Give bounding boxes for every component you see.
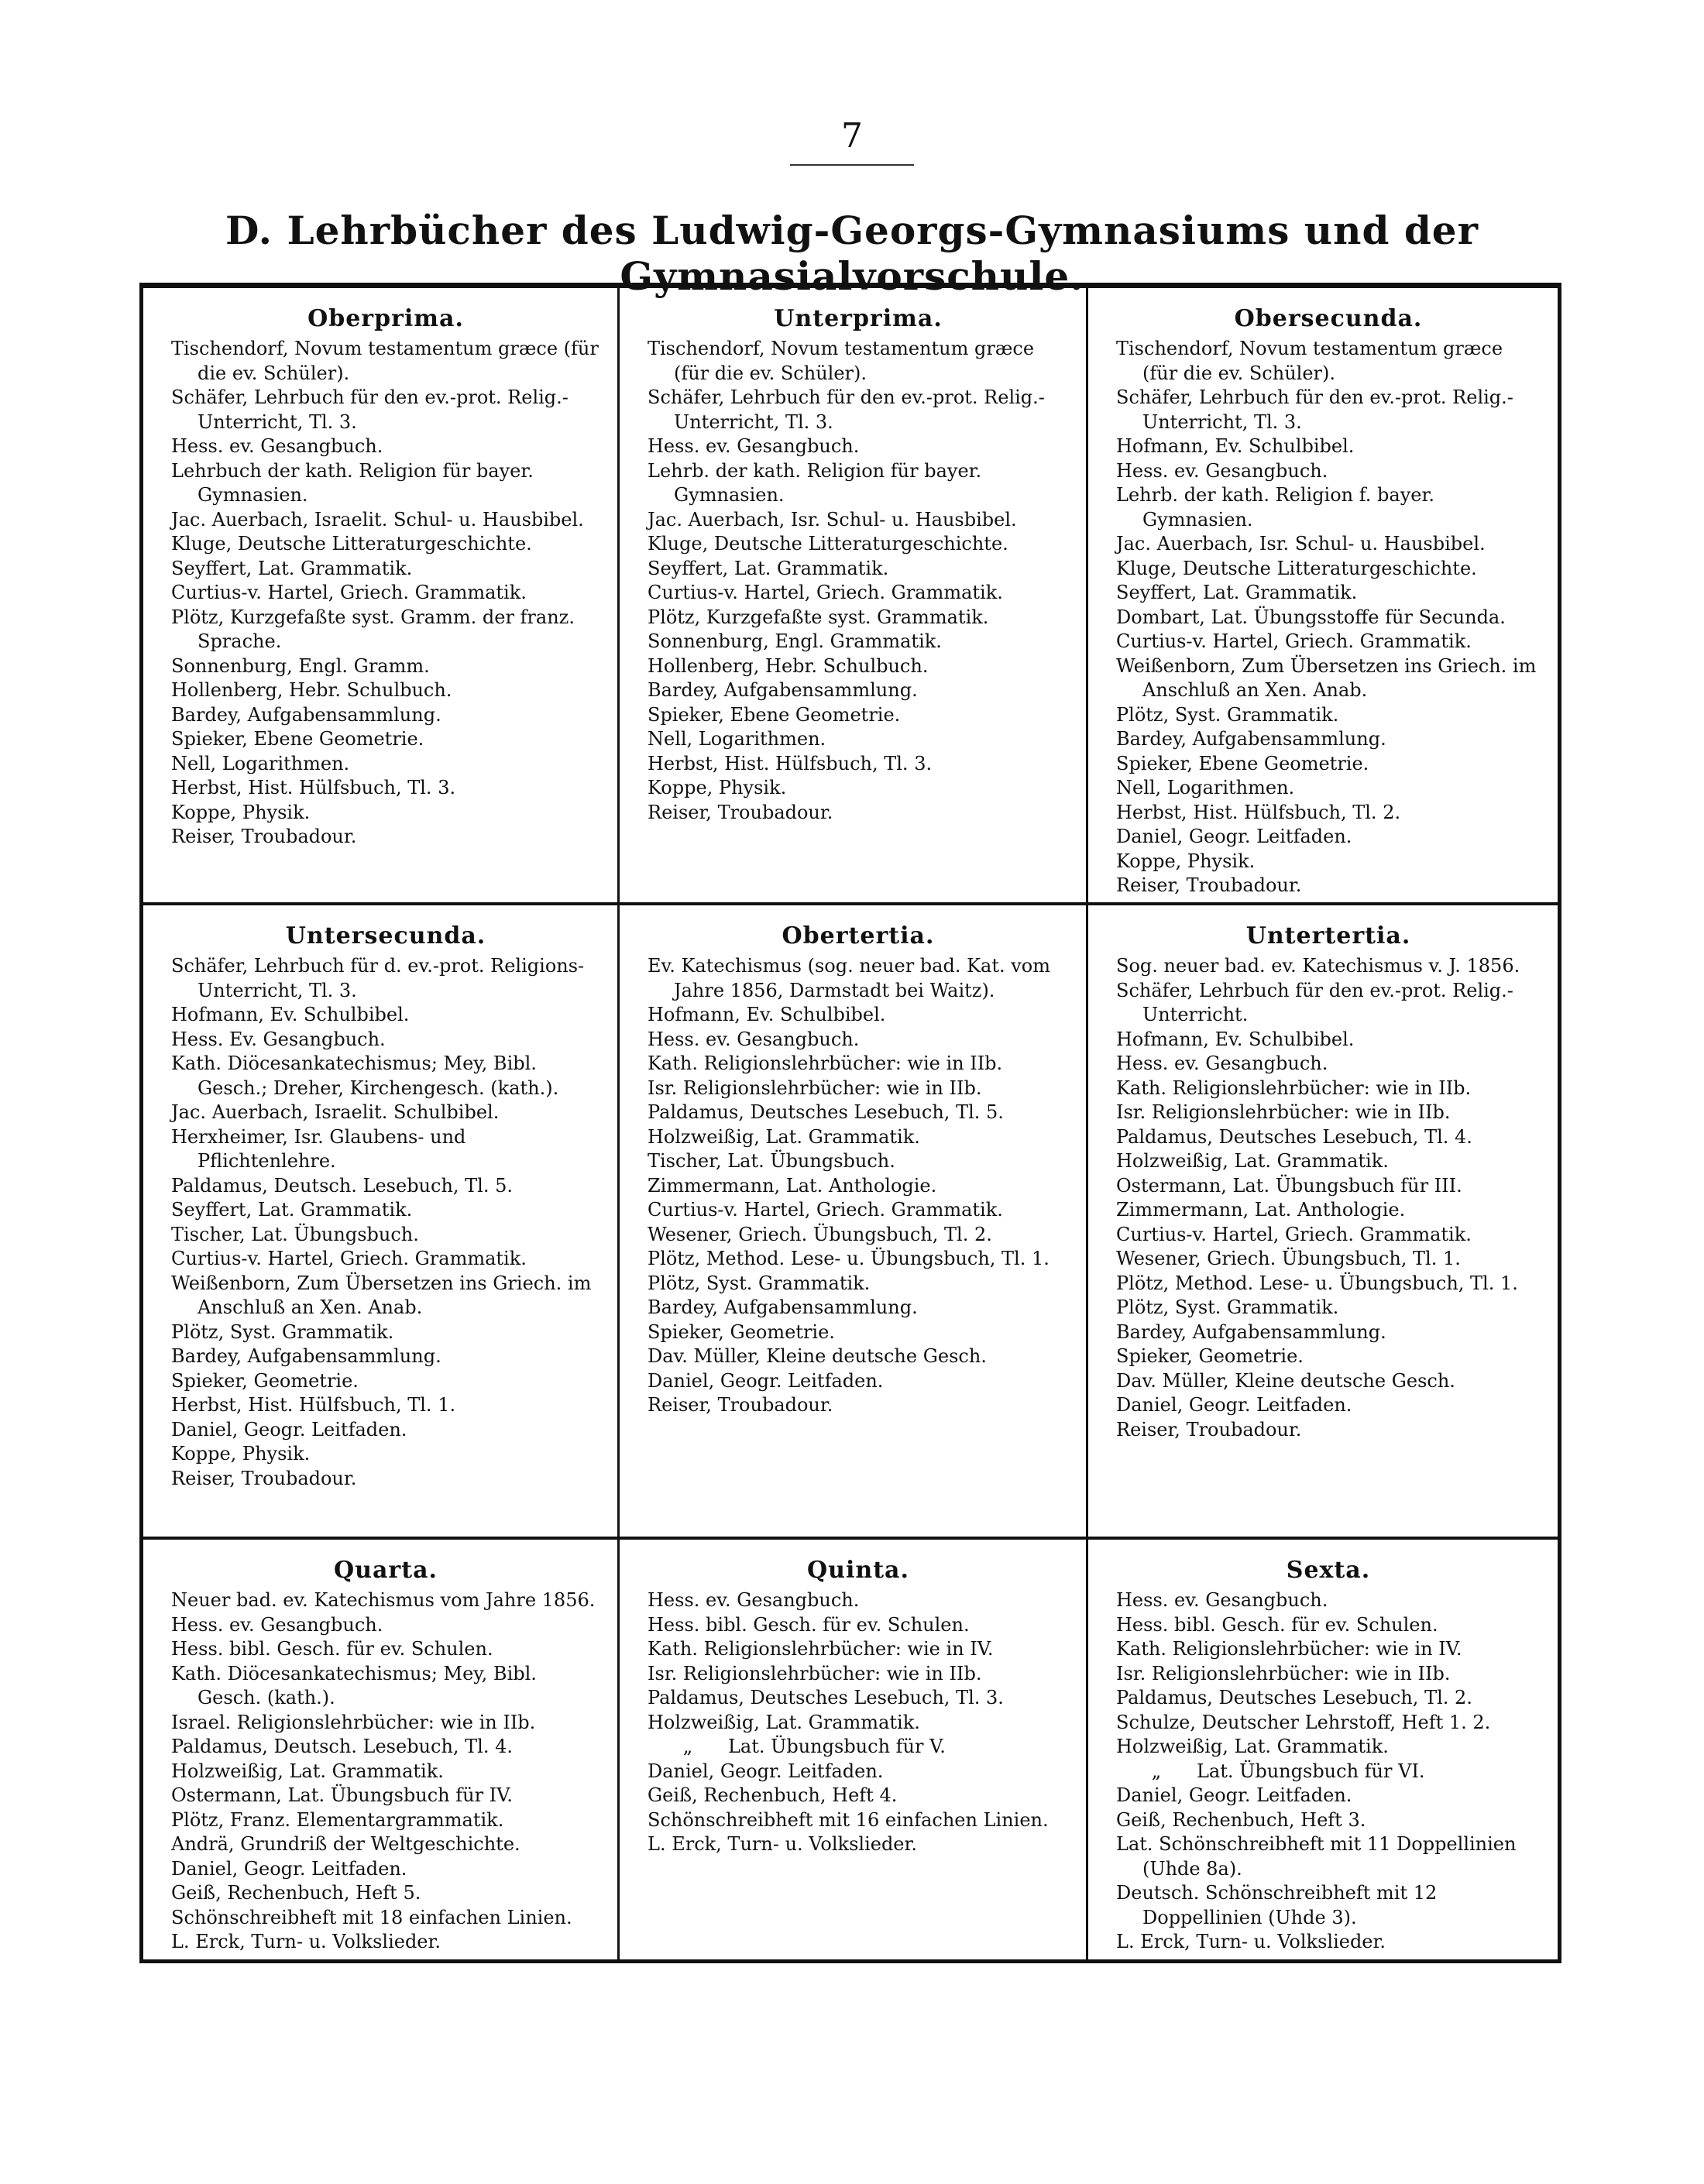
class-cell-untertertia [1088, 905, 1558, 1540]
book-entry: Lehrbuch der kath. Religion für bayer. Gymnasien. [171, 459, 534, 506]
book-entry: Daniel, Geogr. Leitfaden. [1116, 1784, 1352, 1806]
book-entry: Schäfer, Lehrbuch für den ev.-prot. Relig.-Unterricht, Tl. 3. [1116, 386, 1513, 433]
book-entry: Hess. ev. Gesangbuch. [1116, 459, 1328, 482]
book-entry: Spieker, Geometrie. [1116, 1345, 1304, 1367]
book-entry: Curtius-v. Hartel, Griech. Grammatik. [171, 1248, 527, 1269]
book-entry: Tischer, Lat. Übungsbuch. [648, 1150, 895, 1172]
book-entry: Plötz, Syst. Grammatik. [1116, 703, 1339, 726]
class-heading: Sexta. [1286, 1557, 1371, 1584]
book-entry: Kluge, Deutsche Litteraturgeschichte. [1116, 557, 1477, 579]
book-entry: Plötz, Syst. Grammatik. [1116, 1296, 1339, 1318]
book-entry: Dav. Müller, Kleine deutsche Gesch. [648, 1345, 987, 1367]
book-entry: Deutsch. Schönschreibheft mit 12 Doppellinien (Uhde 3). [1116, 1882, 1438, 1928]
book-entry: Neuer bad. ev. Katechismus vom Jahre 1856. [171, 1589, 596, 1611]
book-entry: Curtius-v. Hartel, Griech. Grammatik. [648, 582, 1003, 603]
book-entry: Geiß, Rechenbuch, Heft 3. [1116, 1808, 1366, 1831]
book-entry: Andrä, Grundriß der Weltgeschichte. [171, 1833, 520, 1855]
book-entry: Sog. neuer bad. ev. Katechismus v. J. 1856. [1116, 955, 1520, 977]
class-cell-obersecunda [1088, 288, 1558, 905]
book-list [648, 337, 1069, 825]
book-entry: Seyffert, Lat. Grammatik. [171, 1199, 413, 1221]
book-entry: Reiser, Troubadour. [171, 826, 357, 847]
book-entry: Tischendorf, Novum testamentum græce (für die ev. Schüler). [648, 338, 1035, 384]
book-entry: L. Erck, Turn- u. Volkslieder. [648, 1833, 917, 1855]
book-entry: Hofmann, Ev. Schulbibel. [1116, 435, 1355, 457]
book-entry: Daniel, Geogr. Leitfaden. [1116, 1394, 1352, 1416]
class-cell-quinta [620, 1540, 1088, 1959]
book-entry: Reiser, Troubadour. [648, 801, 833, 823]
book-entry: Herxheimer, Isr. Glaubens- und Pflichtenlehre. [171, 1125, 466, 1172]
page-number-rule [790, 164, 914, 166]
book-entry: Isr. Religionslehrbücher: wie in IIb. [648, 1662, 982, 1684]
book-entry: Jac. Auerbach, Israelit. Schulbibel. [171, 1101, 500, 1123]
book-entry: Weißenborn, Zum Übersetzen ins Griech. im Anschluß an Xen. Anab. [1116, 654, 1537, 701]
book-entry: Reiser, Troubadour. [1116, 874, 1302, 896]
book-entry: Bardey, Aufgabensammlung. [171, 703, 441, 726]
book-entry: Koppe, Physik. [648, 777, 787, 798]
book-entry: Hess. bibl. Gesch. für ev. Schulen. [1116, 1613, 1438, 1636]
book-entry: Paldamus, Deutsch. Lesebuch, Tl. 4. [171, 1736, 514, 1757]
class-heading: Oberprima. [307, 305, 464, 332]
book-entry: Seyffert, Lat. Grammatik. [648, 557, 889, 579]
book-entry: Holzweißig, Lat. Grammatik. [1116, 1150, 1389, 1172]
book-entry: Schulze, Deutscher Lehrstoff, Heft 1. 2. [1116, 1711, 1491, 1733]
book-entry: Ostermann, Lat. Übungsbuch für IV. [171, 1784, 513, 1806]
book-entry: Weißenborn, Zum Übersetzen ins Griech. im Anschluß an Xen. Anab. [171, 1272, 592, 1318]
book-entry: Holzweißig, Lat. Grammatik. [171, 1760, 444, 1782]
book-entry: Hess. ev. Gesangbuch. [648, 435, 860, 457]
book-entry: Herbst, Hist. Hülfsbuch, Tl. 3. [171, 777, 456, 798]
book-entry: Plötz, Syst. Grammatik. [171, 1320, 394, 1343]
book-entry: Bardey, Aufgabensammlung. [171, 1345, 441, 1367]
book-entry: Koppe, Physik. [171, 1443, 311, 1465]
book-list [171, 1588, 600, 1955]
book-entry: Isr. Religionslehrbücher: wie in IIb. [1116, 1662, 1451, 1684]
book-entry: Daniel, Geogr. Leitfaden. [1116, 826, 1352, 847]
book-entry: Paldamus, Deutsches Lesebuch, Tl. 2. [1116, 1687, 1472, 1708]
book-entry: Plötz, Method. Lese- u. Übungsbuch, Tl. 1. [1116, 1272, 1518, 1294]
book-list [1116, 1588, 1541, 1955]
book-entry: Plötz, Syst. Grammatik. [648, 1272, 871, 1294]
book-entry: Herbst, Hist. Hülfsbuch, Tl. 1. [171, 1394, 456, 1416]
book-entry: Kath. Diöcesankatechismus; Mey, Bibl. Gesch. (kath.). [171, 1662, 537, 1708]
book-entry: Reiser, Troubadour. [648, 1394, 833, 1416]
book-entry: Plötz, Kurzgefaßte syst. Gramm. der franz. Sprache. [171, 606, 575, 652]
book-entry: Kath. Religionslehrbücher: wie in IV. [648, 1638, 994, 1660]
book-entry: Herbst, Hist. Hülfsbuch, Tl. 2. [1116, 801, 1401, 823]
book-entry: Spieker, Ebene Geometrie. [648, 703, 901, 726]
page-number: 7 [841, 116, 863, 156]
class-heading: Quinta. [807, 1557, 909, 1584]
book-entry: Isr. Religionslehrbücher: wie in IIb. [648, 1077, 982, 1099]
book-entry: Hess. ev. Gesangbuch. [171, 1613, 383, 1636]
book-entry: Seyffert, Lat. Grammatik. [171, 557, 413, 579]
class-cell-quarta [143, 1540, 620, 1959]
book-entry: Holzweißig, Lat. Grammatik. [648, 1125, 920, 1148]
class-heading: Quarta. [334, 1557, 438, 1584]
book-entry: Spieker, Ebene Geometrie. [1116, 752, 1369, 774]
class-heading: Untersecunda. [285, 922, 486, 949]
book-entry: Bardey, Aufgabensammlung. [648, 679, 918, 701]
book-entry: Isr. Religionslehrbücher: wie in IIb. [1116, 1101, 1451, 1123]
book-entry: Paldamus, Deutsch. Lesebuch, Tl. 5. [171, 1174, 514, 1197]
book-entry: Plötz, Kurzgefaßte syst. Grammatik. [648, 606, 989, 628]
class-heading: Obertertia. [782, 922, 935, 949]
book-entry: Kath. Religionslehrbücher: wie in IIb. [1116, 1077, 1472, 1099]
book-entry: Curtius-v. Hartel, Griech. Grammatik. [1116, 1223, 1472, 1245]
book-entry: Hess. ev. Gesangbuch. [648, 1028, 860, 1050]
book-entry: Schäfer, Lehrbuch für den ev.-prot. Relig.-Unterricht, Tl. 3. [648, 386, 1045, 433]
book-entry: Tischendorf, Novum testamentum græce (für die ev. Schüler). [1116, 338, 1503, 384]
book-entry: Koppe, Physik. [1116, 850, 1256, 872]
book-entry: Daniel, Geogr. Leitfaden. [171, 1418, 407, 1441]
book-entry: Koppe, Physik. [171, 801, 311, 823]
class-cell-obertertia [620, 905, 1088, 1540]
book-entry: Hess. bibl. Gesch. für ev. Schulen. [648, 1613, 970, 1636]
book-entry: Israel. Religionslehrbücher: wie in IIb. [171, 1711, 536, 1733]
book-entry: Zimmermann, Lat. Anthologie. [1116, 1199, 1406, 1221]
book-entry: Schönschreibheft mit 16 einfachen Linien. [648, 1808, 1049, 1831]
class-cell-unterprima [620, 288, 1088, 905]
book-entry: Hess. bibl. Gesch. für ev. Schulen. [171, 1638, 493, 1660]
book-entry: Wesener, Griech. Übungsbuch, Tl. 2. [648, 1223, 992, 1245]
book-entry: Ostermann, Lat. Übungsbuch für III. [1116, 1174, 1462, 1197]
book-entry: Hofmann, Ev. Schulbibel. [1116, 1028, 1355, 1050]
book-list [171, 954, 600, 1491]
book-entry: Hess. ev. Gesangbuch. [648, 1589, 860, 1611]
book-entry: Hess. ev. Gesangbuch. [1116, 1053, 1328, 1074]
book-entry: Schäfer, Lehrbuch für d. ev.-prot. Religions-Unterricht, Tl. 3. [171, 955, 585, 1001]
book-entry: Bardey, Aufgabensammlung. [1116, 728, 1386, 750]
book-entry: Kath. Religionslehrbücher: wie in IIb. [648, 1053, 1003, 1074]
book-entry: Spieker, Ebene Geometrie. [171, 728, 424, 750]
book-entry: Seyffert, Lat. Grammatik. [1116, 582, 1358, 603]
book-entry: Curtius-v. Hartel, Griech. Grammatik. [171, 582, 527, 603]
book-entry: Curtius-v. Hartel, Griech. Grammatik. [648, 1199, 1003, 1221]
book-entry: Hofmann, Ev. Schulbibel. [171, 1004, 410, 1025]
class-heading: Obersecunda. [1234, 305, 1423, 332]
book-entry: Plötz, Franz. Elementargrammatik. [171, 1808, 504, 1831]
book-entry: Paldamus, Deutsches Lesebuch, Tl. 5. [648, 1101, 1004, 1123]
book-entry: Curtius-v. Hartel, Griech. Grammatik. [1116, 630, 1472, 652]
book-entry: Kluge, Deutsche Litteraturgeschichte. [171, 533, 532, 555]
book-list [171, 337, 600, 850]
book-entry: Sonnenburg, Engl. Gramm. [171, 654, 430, 677]
book-entry: Holzweißig, Lat. Grammatik. [648, 1711, 920, 1733]
book-entry: Schäfer, Lehrbuch für den ev.-prot. Relig.-Unterricht, Tl. 3. [171, 386, 569, 433]
book-list [1116, 337, 1541, 898]
book-entry: Geiß, Rechenbuch, Heft 5. [171, 1882, 421, 1904]
book-entry: Daniel, Geogr. Leitfaden. [648, 1369, 884, 1392]
book-entry: Tischendorf, Novum testamentum græce (für die ev. Schüler). [171, 338, 599, 384]
book-entry: Hess. ev. Gesangbuch. [1116, 1589, 1328, 1611]
class-cell-oberprima [143, 288, 620, 905]
book-entry: Holzweißig, Lat. Grammatik. [1116, 1736, 1389, 1757]
book-entry: Nell, Logarithmen. [171, 752, 350, 774]
book-entry: Ev. Katechismus (sog. neuer bad. Kat. vom Jahre 1856, Darmstadt bei Waitz). [648, 955, 1050, 1001]
book-entry: Schönschreibheft mit 18 einfachen Linien. [171, 1906, 572, 1928]
section-title: D. Lehrbücher des Ludwig-Georgs-Gymnasiums und der Gymnasialvorschule. [225, 208, 1479, 299]
book-entry: Hess. Ev. Gesangbuch. [171, 1028, 386, 1050]
book-entry: Dombart, Lat. Übungsstoffe für Secunda. [1116, 606, 1506, 628]
book-entry: Lat. Schönschreibheft mit 11 Doppellinien (Uhde 8a). [1116, 1833, 1517, 1880]
class-heading: Untertertia. [1245, 922, 1411, 949]
book-entry: L. Erck, Turn- u. Volkslieder. [171, 1931, 441, 1952]
book-entry: Bardey, Aufgabensammlung. [648, 1296, 918, 1318]
book-entry: Bardey, Aufgabensammlung. [1116, 1320, 1386, 1343]
book-entry: Nell, Logarithmen. [1116, 777, 1295, 798]
book-list [1116, 954, 1541, 1442]
book-entry: Geiß, Rechenbuch, Heft 4. [648, 1784, 898, 1806]
book-entry: Jac. Auerbach, Isr. Schul- u. Hausbibel. [648, 508, 1017, 531]
book-entry: Lehrb. der kath. Religion f. bayer. Gymnasien. [1116, 484, 1434, 531]
book-entry: Jac. Auerbach, Israelit. Schul- u. Hausbibel. [171, 508, 584, 531]
book-entry: Herbst, Hist. Hülfsbuch, Tl. 3. [648, 752, 933, 774]
book-entry: Hess. ev. Gesangbuch. [171, 435, 383, 457]
book-entry: Daniel, Geogr. Leitfaden. [648, 1760, 884, 1782]
book-entry: Lehrb. der kath. Religion für bayer. Gymnasien. [648, 459, 982, 506]
book-entry: Plötz, Method. Lese- u. Übungsbuch, Tl. 1. [648, 1248, 1050, 1269]
book-entry: Hollenberg, Hebr. Schulbuch. [171, 679, 452, 701]
class-cell-untersecunda [143, 905, 620, 1540]
textbook-table [139, 283, 1561, 1963]
book-entry: Tischer, Lat. Übungsbuch. [171, 1223, 419, 1245]
book-entry: Spieker, Geometrie. [171, 1369, 359, 1392]
book-entry: Paldamus, Deutsches Lesebuch, Tl. 3. [648, 1687, 1004, 1708]
book-entry: Kath. Religionslehrbücher: wie in IV. [1116, 1638, 1462, 1660]
book-entry: Hollenberg, Hebr. Schulbuch. [648, 654, 929, 677]
book-list [648, 1588, 1069, 1857]
book-entry: „ Lat. Übungsbuch für VI. [1116, 1760, 1425, 1782]
book-entry: Spieker, Geometrie. [648, 1320, 835, 1343]
book-entry: Reiser, Troubadour. [171, 1467, 357, 1489]
book-entry: Hofmann, Ev. Schulbibel. [648, 1004, 886, 1025]
book-entry: Kath. Diöcesankatechismus; Mey, Bibl. Gesch.; Dreher, Kirchengesch. (kath.). [171, 1053, 559, 1099]
book-entry: Nell, Logarithmen. [648, 728, 826, 750]
class-cell-sexta [1088, 1540, 1558, 1959]
book-entry: „ Lat. Übungsbuch für V. [648, 1736, 946, 1757]
book-entry: Kluge, Deutsche Litteraturgeschichte. [648, 533, 1008, 555]
book-entry: Reiser, Troubadour. [1116, 1418, 1302, 1441]
book-list [648, 954, 1069, 1418]
book-entry: Sonnenburg, Engl. Grammatik. [648, 630, 942, 652]
book-entry: Wesener, Griech. Übungsbuch, Tl. 1. [1116, 1248, 1461, 1269]
book-entry: Paldamus, Deutsches Lesebuch, Tl. 4. [1116, 1125, 1472, 1148]
book-entry: Zimmermann, Lat. Anthologie. [648, 1174, 937, 1197]
book-entry: L. Erck, Turn- u. Volkslieder. [1116, 1931, 1386, 1952]
book-entry: Jac. Auerbach, Isr. Schul- u. Hausbibel. [1116, 533, 1486, 555]
book-entry: Dav. Müller, Kleine deutsche Gesch. [1116, 1369, 1455, 1392]
book-entry: Daniel, Geogr. Leitfaden. [171, 1857, 407, 1880]
class-heading: Unterprima. [774, 305, 943, 332]
book-entry: Schäfer, Lehrbuch für den ev.-prot. Relig.-Unterricht. [1116, 979, 1513, 1025]
